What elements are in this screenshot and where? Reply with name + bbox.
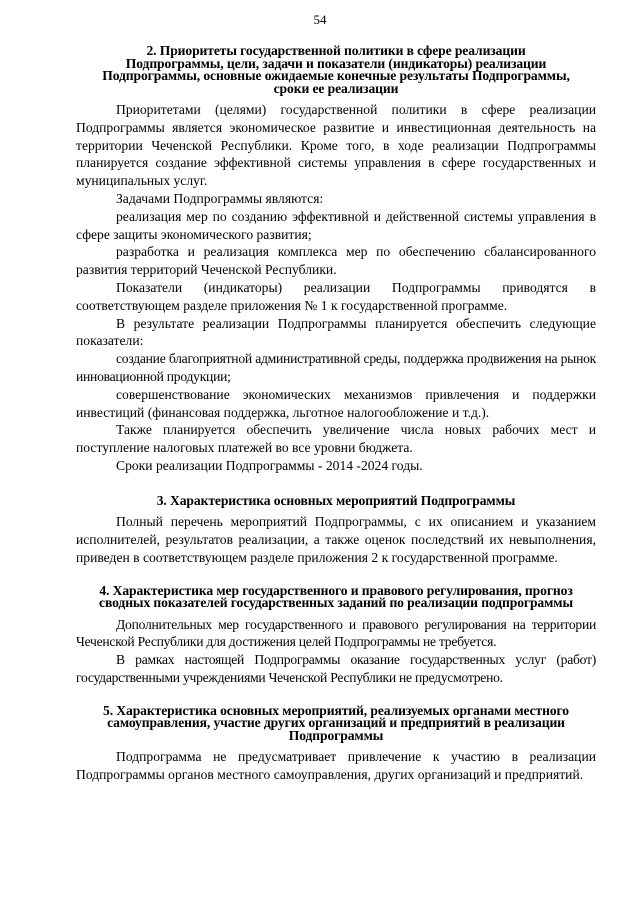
section-2-heading [76,45,596,95]
paragraph: реализация мер по созданию эффективной и действенной системы управления в сфере защиты экономического развития; [76,208,596,242]
heading-line: самоуправления, участие других организаций и предприятий в реализации [107,715,565,731]
section-3-heading [76,492,596,508]
section-5-heading [76,702,596,743]
heading-line: Подпрограммы [288,727,384,743]
heading-line: 4. Характеристика мер государственного и правового регулирования, прогноз [99,582,573,598]
heading-line: сводных показателей государственных заданий по реализации подпрограммы [99,595,573,611]
paragraph: В результате реализации Подпрограммы планируется обеспечить следующие показатели: [76,315,596,349]
heading-line: 3. Характеристика основных мероприятий Подпрограммы [156,492,516,508]
heading-line: Подпрограммы, цели, задачи и показатели (индикаторы) реализации [125,55,547,71]
paragraph: Полный перечень мероприятий Подпрограммы, с их описанием и указанием исполнителей, результатов реализации, а также оценок последствий их невыполнения, приведен в соответствующем разделе приложения 2 к государственной программе. [76,514,596,565]
paragraph: Задачами Подпрограммы являются: [116,190,324,206]
paragraph: Показатели (индикаторы) реализации Подпрограммы приводятся в соответствующем разделе приложения № 1 к государственной программе. [76,279,596,313]
paragraph: Также планируется обеспечить увеличение числа новых рабочих мест и поступление налоговых платежей во все уровни бюджета. [76,422,596,456]
paragraph: Подпрограмма не предусматривает привлечение к участию в реализации Подпрограммы органов местного самоуправления, других организаций и предприятий. [76,749,596,783]
paragraph: Сроки реализации Подпрограммы - 2014 -2024 годы. [116,457,423,473]
heading-line: сроки ее реализации [273,80,399,96]
paragraph: Приоритетами (целями) государственной политики в сфере реализации Подпрограммы является экономическое развитие и инвестиционная деятельность на территории Чеченской Республики. Кроме того, в ходе реализации Подпрограммы планируется создание эффективной системы управления в сфере государственных и муниципальных услуг. [76,102,596,189]
heading-line: 2. Приоритеты государственной политики в сфере реализации [146,43,526,58]
paragraph: совершенствование экономических механизмов привлечения и поддержки инвестиций (финансовая поддержка, льготное налогообложение и т.д.). [76,386,596,420]
paragraph: создание благоприятной административной среды, поддержка продвижения на рынок инновационной продукции; [76,351,596,384]
paragraph: Дополнительных мер государственного и правового регулирования на территории Чеченской Республики для достижения целей Подпрограммы не требуется. [76,616,596,650]
heading-line: 5. Характеристика основных мероприятий, реализуемых органами местного [103,702,569,718]
paragraph: В рамках настоящей Подпрограммы оказание государственных услуг (работ) государственными учреждениями Чеченской Республики не предусмотрено. [76,652,596,686]
heading-line: Подпрограммы, основные ожидаемые конечные результаты Подпрограммы, [102,68,570,83]
paragraph: разработка и реализация комплекса мер по обеспечению сбалансированного развития территорий Чеченской Республики. [76,244,596,278]
document-body [76,45,596,784]
section-4-heading [76,582,596,611]
page-number: 54 [313,12,327,27]
